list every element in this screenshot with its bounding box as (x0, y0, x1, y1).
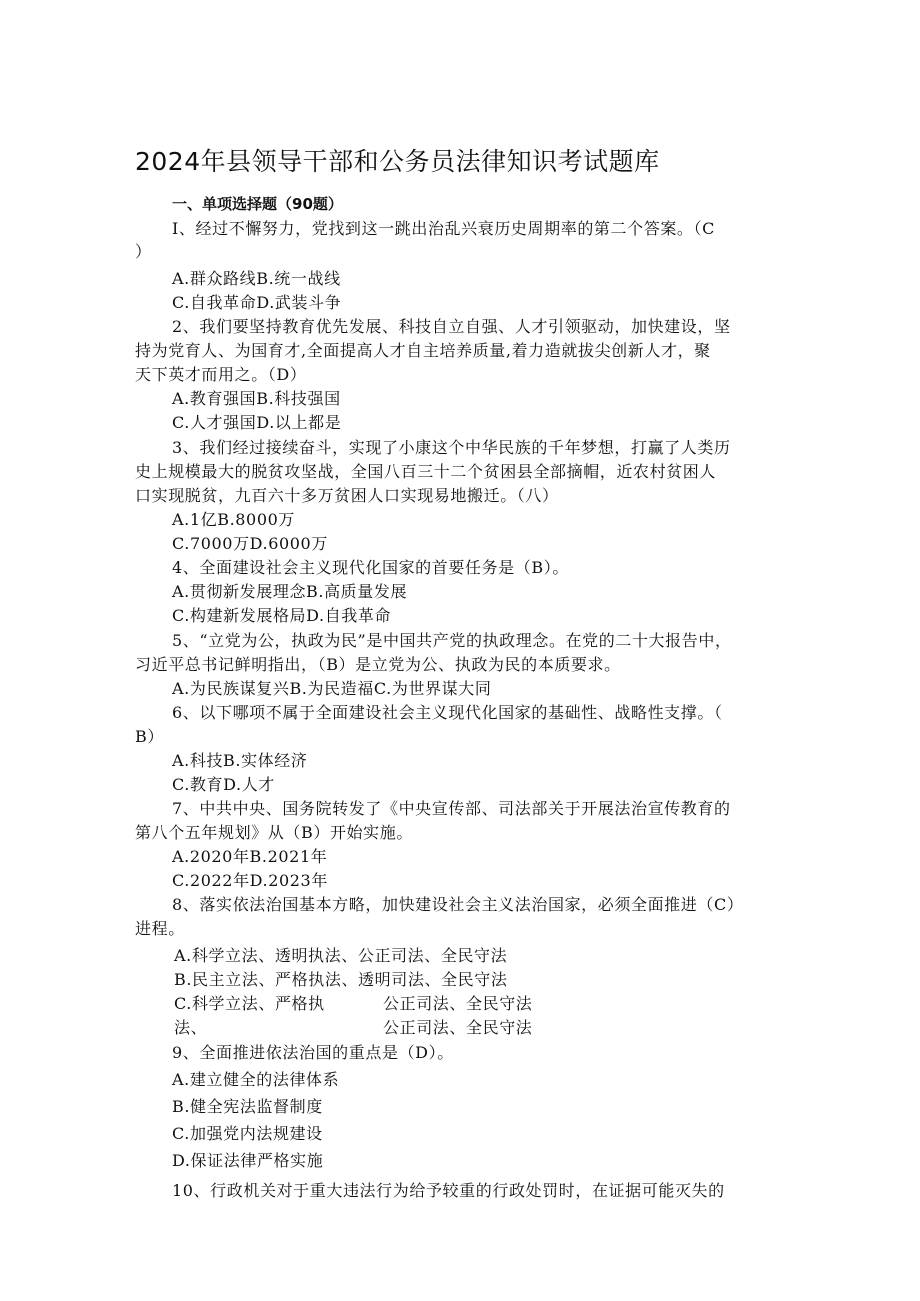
question-text: 9、全面推进依法治国的重点是（D）。 (172, 1043, 454, 1062)
answer-option: A.科技B.实体经济 (172, 751, 308, 770)
answer-option: A.贯彻新发展理念B.高质量发展 (172, 582, 408, 601)
answer-option: A.为民族谋复兴B.为民造福C.为世界谋大同 (172, 679, 492, 698)
question-text: 进程。 (135, 919, 185, 938)
answer-option: B.民主立法、严格执法、透明司法、全民守法 (174, 970, 508, 989)
answer-option: A.群众路线B.统一战线 (172, 269, 341, 288)
question-text: 2、我们要坚持教育优先发展、科技自立自强、人才引领驱动，加快建设，坚 (172, 317, 731, 336)
question-text: 天下英才而用之。（D） (135, 365, 307, 384)
question-text: 8、落实依法治国基本方略，加快建设社会主义法治国家，必须全面推进（C） (172, 895, 744, 914)
page-title: 2024年县领导干部和公务员法律知识考试题库 (135, 147, 660, 176)
question-text: 习近平总书记鲜明指出，（B）是立党为公、执政为民的本质要求。 (135, 655, 621, 674)
answer-option: C.自我革命D.武装斗争 (172, 293, 342, 312)
question-text: ） (135, 242, 152, 261)
answer-option: A.2020年B.2021年 (172, 847, 328, 866)
question-text: 持为党育人、为国育才,全面提高人才自主培养质量,着力造就拔尖创新人才，聚 (135, 341, 711, 360)
answer-option: A.教育强国B.科技强国 (172, 389, 341, 408)
answer-option: 法、 (174, 1018, 208, 1037)
question-text: B） (135, 727, 164, 746)
question-text: 史上规模最大的脱贫攻坚战，全国八百三十二个贫困县全部摘帽，近农村贫困人 (135, 462, 717, 481)
answer-option: A.1亿B.8000万 (172, 510, 295, 529)
question-text: 10、行政机关对于重大违法行为给予较重的行政处罚时，在证据可能灭失的 (172, 1181, 725, 1200)
answer-option: A.建立健全的法律体系 (172, 1070, 340, 1089)
answer-option: 公正司法、全民守法 (383, 994, 533, 1013)
answer-option: A.科学立法、透明执法、公正司法、全民守法 (174, 946, 508, 965)
question-text: 3、我们经过接续奋斗，实现了小康这个中华民族的千年梦想，打赢了人类历 (172, 438, 731, 457)
answer-option: C.2022年D.2023年 (172, 871, 328, 890)
answer-option: D.保证法律严格实施 (172, 1151, 324, 1170)
answer-option: 公正司法、全民守法 (383, 1018, 533, 1037)
question-text: 5、“立党为公，执政为民”是中国共产党的执政理念。在党的二十大报告中， (172, 631, 732, 650)
question-text: 第八个五年规划》从（B）开始实施。 (135, 823, 413, 842)
question-text: 7、中共中央、国务院转发了《中央宣传部、司法部关于开展法治宣传教育的 (172, 799, 731, 818)
answer-option: B.健全宪法监督制度 (172, 1097, 323, 1116)
answer-option: C.7000万D.6000万 (172, 534, 328, 553)
question-text: 口实现脱贫，九百六十多万贫困人口实现易地搬迁。（八） (135, 486, 559, 505)
answer-option: C.加强党内法规建设 (172, 1124, 323, 1143)
question-text: 6、以下哪项不属于全面建设社会主义现代化国家的基础性、战略性支撑。（ (172, 703, 723, 722)
question-text: 4、全面建设社会主义现代化国家的首要任务是（B）。 (172, 558, 569, 577)
question-text: I、经过不懈努力，党找到这一跳出治乱兴衰历史周期率的第二个答案。（C (172, 219, 715, 238)
answer-option: C.科学立法、严格执 (174, 994, 325, 1013)
answer-option: C.教育D.人才 (172, 775, 275, 794)
answer-option: C.人才强国D.以上都是 (172, 413, 342, 432)
section-heading: 一、单项选择题（90题） (172, 195, 343, 213)
answer-option: C.构建新发展格局D.自我革命 (172, 606, 392, 625)
